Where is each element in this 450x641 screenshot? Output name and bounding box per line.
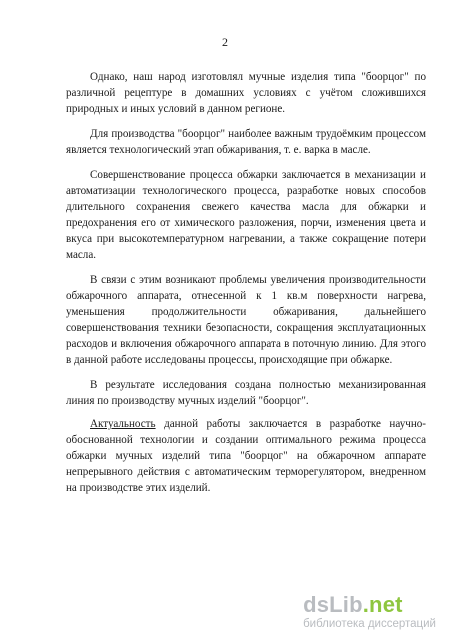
watermark-logo bbox=[303, 594, 436, 616]
relevance-text: данной работы заключается в разработке научно-обоснованной технологии и создании оптимального режима процесса обжарки мучных изделий типа "боорцог" на обжарочном аппарате непрерывного действия с автоматическим терморегулятором, внедренном на производстве этих изделий. bbox=[66, 418, 426, 494]
relevance-lead: Актуальность bbox=[90, 418, 156, 430]
paragraph-2: Для производства "боорцог" наиболее важным трудоёмким процессом является технологический этап обжаривания, т. е. варка в масле. bbox=[66, 128, 426, 156]
page-number: 2 bbox=[222, 35, 228, 49]
paragraph-relevance bbox=[66, 416, 426, 496]
paragraph-5: В результате исследования создана полностью механизированная линия по производству мучных изделий "боорцог". bbox=[66, 379, 426, 407]
paragraph-1: Однако, наш народ изготовлял мучные изделия типа "боорцог" по различной рецептуре в домашних условиях с учётом сложившихся природных и иных условий в данном регионе. bbox=[66, 71, 426, 115]
watermark bbox=[303, 594, 436, 631]
watermark-brand-tld: .net bbox=[362, 592, 403, 617]
paragraph-3: Совершенствование процесса обжарки заключается в механизации и автоматизации технологического процесса, разработке новых способов длительного сохранения свежего качества масла для обжарки и предохранения его от химического разложения, порчи, изменения цвета и вкуса при высокотемпературном нагревании, а также сокращение потери масла. bbox=[66, 169, 426, 261]
watermark-brand: dsLib bbox=[303, 592, 363, 617]
paragraph-4: В связи с этим возникают проблемы увеличения производительности обжарочного аппарата, отнесенной к 1 кв.м поверхности нагрева, уменьшения продолжительности обжаривания, дальнейшего совершенствования техники безопасности, сокращения эксплуатационных расходов и включения обжарочного аппарата в поточную линию. Для этого в данной работе исследованы процессы, происходящие при обжарке. bbox=[66, 274, 426, 366]
watermark-caption: библиотека диссертаций bbox=[303, 618, 436, 630]
document-body bbox=[66, 69, 426, 505]
